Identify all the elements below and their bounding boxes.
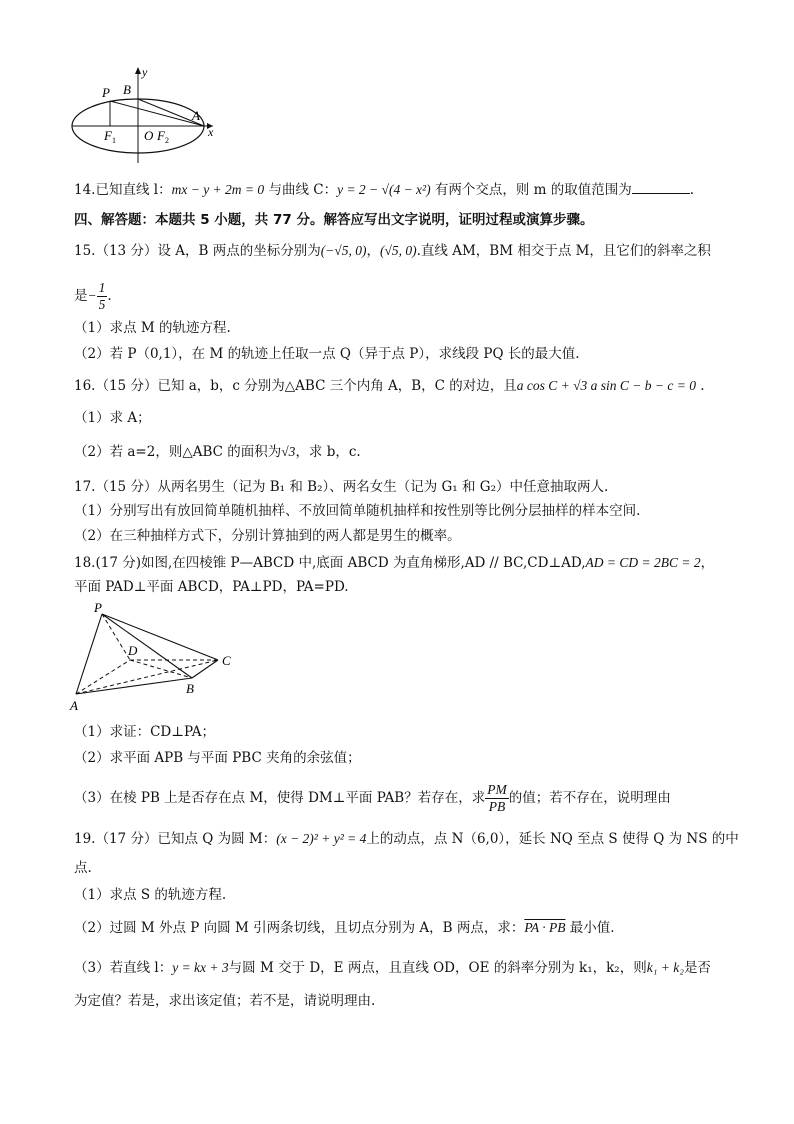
q15-sep: ，: [366, 243, 380, 259]
q19-p2-pre: （2）过圆 M 外点 P 向圆 M 引两条切线，且切点分别为 A，B 两点，求：: [74, 920, 525, 936]
question-15-line2: [74, 280, 112, 313]
q16-equation: a cos C + √3 a sin C − b − c = 0: [516, 378, 697, 393]
question-19-part1: （1）求点 S 的轨迹方程.: [74, 887, 227, 903]
q19-line-equation: y = kx + 3: [172, 960, 229, 975]
section-heading: 四、解答题：本题共 5 小题，共 77 分。解答应写出文字说明，证明过程或演算步骤。: [74, 212, 594, 228]
q19-p3-mid: 与圆 M 交于 D，E 两点，且直线 OD，OE 的斜率分别为 k₁，k₂，则: [228, 960, 647, 976]
q14-curve-equation: y = 2 − √(4 − x²): [337, 182, 431, 197]
q16-p2-pre: （2）若 a=2，则△ABC 的面积为: [74, 444, 282, 460]
edge-pc: [102, 614, 218, 660]
edge-pd: [102, 614, 130, 660]
question-18-part2: （2）求平面 APB 与平面 PBC 夹角的余弦值；: [74, 750, 361, 766]
q16-p2-post: ，求 b，c.: [295, 444, 361, 460]
q18-end: ，: [700, 555, 715, 571]
q15-coord-a: (−√5, 0): [320, 243, 367, 258]
q15-fraction: [97, 280, 108, 313]
question-18-part1: （1）求证：CD⊥PA；: [74, 724, 216, 740]
edge-db: [130, 660, 192, 678]
q15-line2-end: .: [107, 288, 112, 304]
question-19-line2: 点.: [74, 860, 92, 876]
question-17-part2: （2）在三种抽样方式下，分别计算抽到的两人都是男生的概率。: [74, 528, 461, 544]
question-16: [74, 376, 705, 396]
question-19-part3-line2: 为定值？若是，求出该定值；若不是，请说明理由.: [74, 993, 376, 1009]
pyramid-figure: [66, 602, 246, 714]
q15-line2-pre: 是: [74, 288, 88, 304]
label-f2: F: [157, 128, 165, 143]
q19-p3-pre: （3）若直线 l：: [74, 960, 173, 976]
q19-slope-sum: k₁ + k₂: [646, 960, 684, 975]
q18-frac-den: PB: [488, 799, 506, 814]
edge-bc: [192, 660, 218, 678]
label-f1: F: [104, 128, 112, 143]
question-18: [74, 553, 714, 573]
question-17-part1: （1）分别写出有放回简单随机抽样、不放回简单随机抽样和按性别等比例分层抽样的样本空间.: [74, 503, 641, 519]
q19-vector-product: PA · PB: [524, 920, 566, 935]
q19-text: 19.（17 分）已知点 Q 为圆 M：: [74, 831, 277, 847]
q15-text: 15.（13 分）设 A，B 两点的坐标分别为: [74, 243, 321, 259]
q15-frac-den: 5: [98, 297, 106, 312]
label-f2-sub: 2: [165, 136, 169, 145]
question-17: 17.（15 分）从两名男生（记为 B₁ 和 B₂）、两名女生（记为 G₁ 和 G₂）中任意抽取两人.: [74, 479, 609, 495]
q19-p2-post: 最小值.: [565, 920, 615, 936]
label-a: A: [70, 698, 78, 713]
question-19: [74, 829, 739, 849]
question-16-part1: （1）求 A；: [74, 410, 151, 426]
q19-circle-equation: (x − 2)² + y² = 4: [276, 831, 367, 846]
q19-text-post: 上的动点，点 N（6,0），延长 NQ 至点 S 使得 Q 为 NS 的中: [366, 831, 739, 847]
q15-frac-num: 1: [98, 280, 106, 295]
edge-pa: [76, 614, 102, 694]
q16-text: 16.（15 分）已知 a，b，c 分别为△ABC 三个内角 A，B，C 的对边，且: [74, 378, 517, 394]
q16-end: .: [696, 378, 705, 394]
answer-blank: [632, 181, 690, 194]
question-15: [74, 241, 711, 261]
question-18-part3: [74, 782, 671, 815]
label-b: B: [186, 681, 194, 696]
q18-p3-pre: （3）在棱 PB 上是否存在点 M，使得 DM⊥平面 PAB？若存在，求: [74, 790, 486, 806]
q18-fraction: [485, 782, 509, 815]
q18-frac-num: PM: [487, 782, 507, 797]
q14-text: 14.已知直线 l：: [74, 182, 172, 198]
edge-pb: [102, 614, 192, 678]
q14-text-tail: 有两个交点，则 m 的取值范围为: [430, 182, 632, 198]
label-f1-sub: 1: [112, 136, 116, 145]
label-d: D: [128, 643, 138, 658]
label-a: A: [192, 108, 200, 123]
ellipse-figure: [68, 64, 228, 166]
y-axis-arrow: [135, 67, 141, 74]
question-19-part2: [74, 918, 615, 938]
question-16-part2: [74, 442, 361, 462]
q14-text-mid: 与曲线 C：: [264, 182, 338, 198]
label-p: P: [94, 602, 102, 615]
question-15-part2: （2）若 P（0,1），在 M 的轨迹上任取一点 Q（异于点 P），求线段 PQ 长的最大值.: [74, 346, 580, 362]
q16-area: √3: [281, 444, 296, 459]
question-14: [74, 180, 694, 200]
label-p: P: [102, 85, 110, 100]
label-b: B: [123, 82, 131, 97]
q18-p3-post: 的值；若不存在，说明理由: [508, 790, 671, 806]
question-18-line2: 平面 PAD⊥平面 ABCD，PA⊥PD，PA=PD.: [74, 579, 349, 595]
q15-coord-b: (√5, 0): [379, 243, 417, 258]
q14-end: .: [689, 182, 695, 198]
label-y: y: [142, 65, 148, 79]
label-c: C: [222, 653, 231, 668]
label-x: x: [208, 125, 214, 139]
q15-text-tail: .直线 AM，BM 相交于点 M，且它们的斜率之积: [416, 243, 711, 259]
label-o: O: [144, 128, 154, 143]
q19-p3-post: 是否: [683, 960, 711, 976]
question-19-part3: [74, 958, 711, 978]
q18-text: 18.(17 分)如图,在四棱锥 P—ABCD 中,底面 ABCD 为直角梯形,AD // BC,CD⊥AD,: [74, 555, 586, 571]
q18-equation: AD = CD = 2BC = 2: [585, 555, 701, 570]
q15-frac-sign: −: [87, 288, 97, 303]
question-15-part1: （1）求点 M 的轨迹方程.: [74, 320, 231, 336]
edge-ad: [76, 660, 130, 694]
segment-pa: [110, 101, 204, 126]
q14-line-equation: mx − y + 2m = 0: [171, 182, 265, 197]
